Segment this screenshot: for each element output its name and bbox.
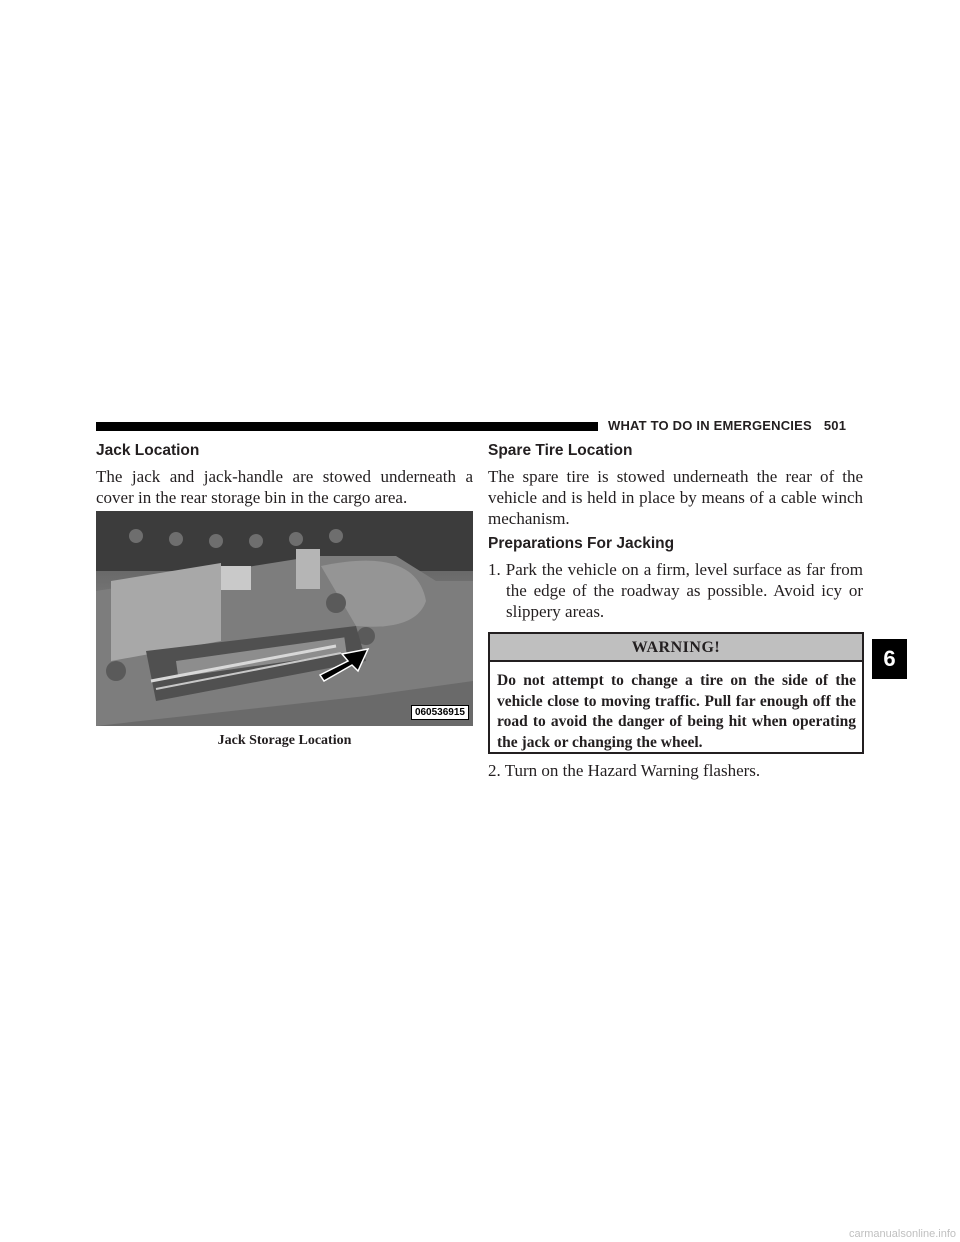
image-reference-code: 060536915 <box>411 705 469 720</box>
running-header <box>608 418 868 433</box>
list-item: 2. Turn on the Hazard Warning flashers. <box>488 761 761 780</box>
page-number: 501 <box>823 418 847 433</box>
photo-caption: Jack Storage Location <box>217 733 352 748</box>
jack-storage-illustration <box>96 511 473 726</box>
spare-tire-heading: Spare Tire Location <box>488 442 633 459</box>
warning-title: WARNING! <box>490 634 862 662</box>
header-rule <box>96 422 598 431</box>
watermark: carmanualsonline.info <box>848 1228 956 1240</box>
spare-tire-text: The spare tire is stowed underneath the rear of the vehicle and is held in place by means of a cable winch mechanism. <box>488 467 863 528</box>
jack-storage-photo <box>96 511 473 726</box>
preparations-heading: Preparations For Jacking <box>488 535 675 552</box>
section-title: WHAT TO DO IN EMERGENCIES <box>608 418 812 433</box>
chapter-tab: 6 <box>872 639 907 679</box>
list-item: 1. Park the vehicle on a firm, level surface as far from the edge of the roadway as possible. Avoid icy or slippery areas. <box>488 560 863 621</box>
jack-location-text: The jack and jack-handle are stowed underneath a cover in the rear storage bin in the cargo area. <box>96 467 473 507</box>
warning-box <box>488 632 864 754</box>
jack-location-heading: Jack Location <box>96 442 200 459</box>
warning-text: Do not attempt to change a tire on the side of the vehicle close to moving traffic. Pull far enough off the road to avoid the danger of being hit when operating the jack or changing the wheel. <box>497 672 856 751</box>
